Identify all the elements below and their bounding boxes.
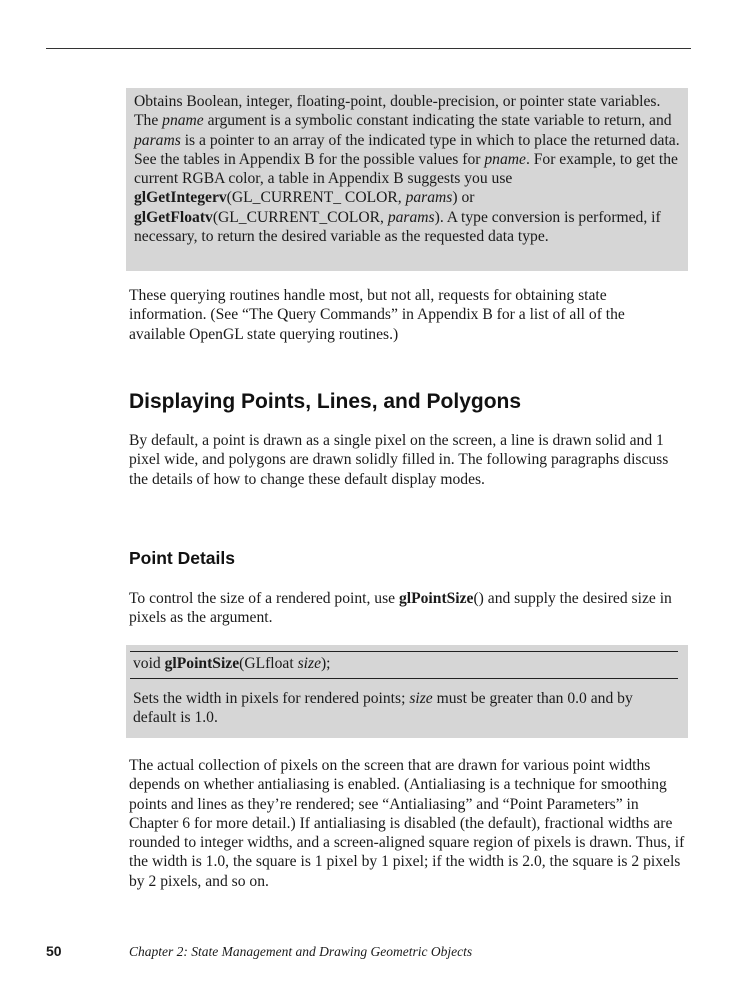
signature-rule-top — [130, 651, 678, 652]
running-footer: Chapter 2: State Management and Drawing Geometric Objects — [129, 944, 473, 959]
query-description-box — [126, 88, 688, 271]
page-number: 50 — [46, 943, 62, 959]
signature-rule-bottom — [130, 678, 678, 679]
antialiasing-paragraph: The actual collection of pixels on the screen that are drawn for various point widths depends on whether antialiasing is enabled. (Antialiasing is a technique for smoothing points and lines as they’re rendered; see “Antialiasing” and “Point Parameters” in Chapter 6 for more detail.) If antialiasing is disabled (the default), fractional widths are rounded to integer widths, and a screen-aligned square region of pixels is drawn. Thus, if the width is 1.0, the square is 1 pixel by 1 pixel; if the width is 2.0, the square is 2 pixels by 2 pixels, and so on. — [129, 757, 685, 890]
querying-paragraph: These querying routines handle most, but not all, requests for obtaining state information. (See “The Query Commands” in Appendix B for a list of all of the available OpenGL state querying routines.) — [129, 287, 625, 343]
function-description: Sets the width in pixels for rendered points; size must be greater than 0.0 and by default is 1.0. — [133, 690, 633, 727]
control-size-paragraph: To control the size of a rendered point, use glPointSize() and supply the desired size in pixels as the argument. — [129, 590, 672, 627]
query-description-text: Obtains Boolean, integer, floating-point, double-precision, or pointer state variables. The pname argument is a symbolic constant indicating the state variable to return, and params is a pointer to an array of the indicated type in which to place the returned data. See the tables in Appendix B for the possible values for pname. For example, to get the current RGBA color, a table in Appendix B suggests you use glGetIntegerv(GL_CURRENT_ COLOR, params) or glGetFloatv(GL_CURRENT_COLOR, params). A type conversion is performed, if necessary, to return the desired variable as the requested data type. — [134, 93, 680, 246]
subsection-heading: Point Details — [129, 548, 235, 568]
default-modes-paragraph: By default, a point is drawn as a single pixel on the screen, a line is drawn solid and 1 pixel wide, and polygons are drawn solidly filled in. The following paragraphs discuss the details of how to change these default display modes. — [129, 432, 669, 488]
section-heading: Displaying Points, Lines, and Polygons — [129, 390, 522, 413]
function-signature: void glPointSize(GLfloat size); — [133, 655, 331, 672]
top-rule — [46, 48, 691, 49]
function-box — [126, 645, 688, 738]
